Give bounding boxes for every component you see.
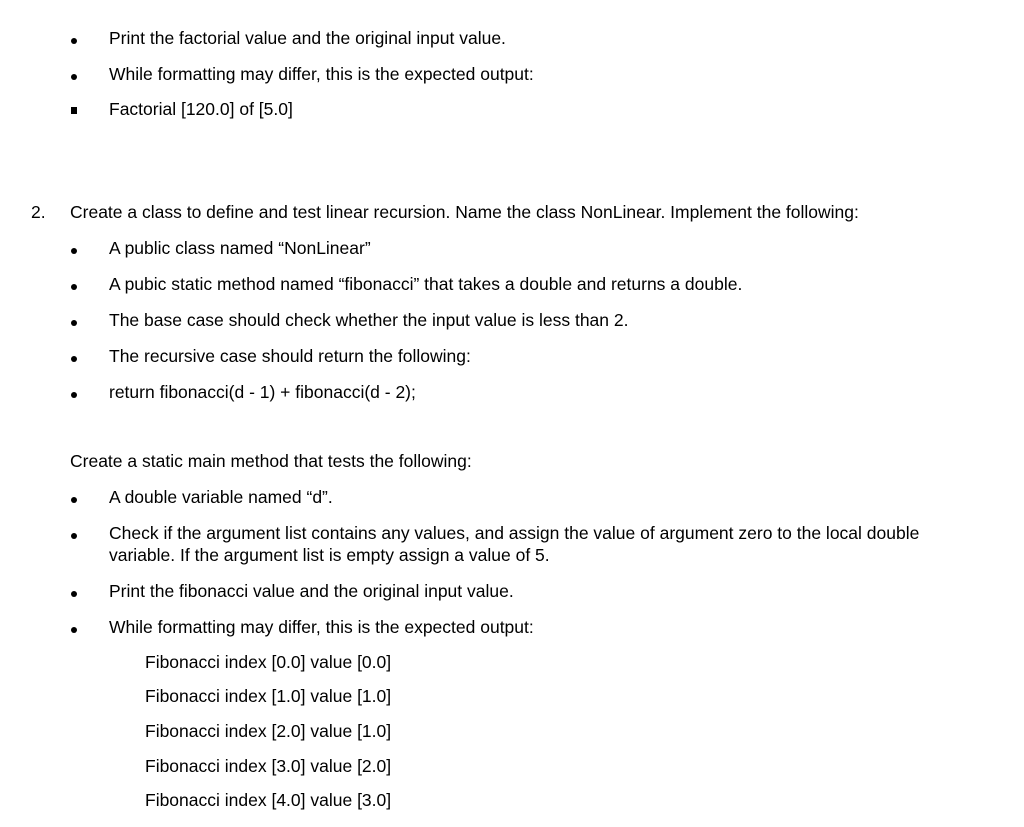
list-item: return fibonacci(d - 1) + fibonacci(d - 2); — [109, 382, 416, 402]
list-item: The recursive case should return the following: — [109, 346, 471, 366]
bullet-dot — [71, 74, 77, 80]
expected-output-line: Fibonacci index [3.0] value [2.0] — [145, 756, 392, 776]
bullet-dot — [71, 284, 77, 290]
bullet-dot — [71, 497, 77, 503]
list-item: A public class named “NonLinear” — [109, 238, 371, 258]
bullet-dot — [71, 248, 77, 254]
bullet-dot — [71, 38, 77, 44]
expected-output-line: Fibonacci index [4.0] value [3.0] — [145, 790, 392, 810]
task-number: 2. — [31, 202, 46, 222]
list-item: A pubic static method named “fibonacci” that takes a double and returns a double. — [109, 274, 743, 294]
list-item: Factorial [120.0] of [5.0] — [109, 99, 293, 119]
list-item: A double variable named “d”. — [109, 487, 333, 507]
expected-output-line: Fibonacci index [1.0] value [1.0] — [145, 686, 392, 706]
list-item: Check if the argument list contains any values, and assign the value of argument zero to the local double — [109, 523, 920, 543]
bullet-square — [71, 107, 77, 114]
bullet-dot — [71, 627, 77, 633]
list-item: While formatting may differ, this is the expected output: — [109, 64, 534, 84]
list-item: Print the fibonacci value and the original input value. — [109, 581, 514, 601]
bullet-dot — [71, 320, 77, 326]
expected-output-line: Fibonacci index [2.0] value [1.0] — [145, 721, 392, 741]
list-item: Print the factorial value and the original input value. — [109, 28, 506, 48]
list-item-continuation: variable. If the argument list is empty assign a value of 5. — [109, 545, 550, 565]
bullet-dot — [71, 591, 77, 597]
bullet-dot — [71, 533, 77, 539]
task-intro: Create a class to define and test linear recursion. Name the class NonLinear. Implement the following: — [70, 202, 859, 222]
list-item: The base case should check whether the input value is less than 2. — [109, 310, 629, 330]
list-item: While formatting may differ, this is the expected output: — [109, 617, 534, 637]
expected-output-line: Fibonacci index [0.0] value [0.0] — [145, 652, 392, 672]
bullet-dot — [71, 392, 77, 398]
main-method-intro: Create a static main method that tests the following: — [70, 451, 472, 471]
bullet-dot — [71, 356, 77, 362]
